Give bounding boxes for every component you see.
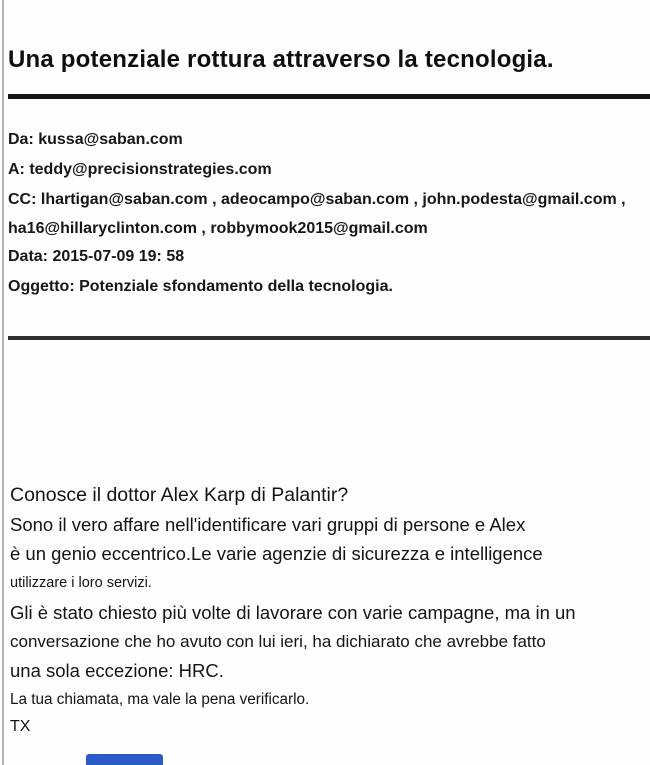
header-line-subject: Oggetto: Potenziale sfondamento della tecnologia. [8,278,393,295]
header-line-date: Data: 2015-07-09 19: 58 [8,248,185,265]
header-line-cc: CC: lhartigan@saban.com , adeocampo@saban.com , john.podesta@gmail.com , [8,191,626,208]
page-left-border [2,0,4,765]
body-line-signature: TX [10,718,31,735]
header-line-from: Da: kussa@saban.com [8,131,183,148]
body-line: Sono il vero affare nell'identificare vari gruppi di persone e Alex [10,514,526,535]
email-body [10,481,646,739]
body-line: conversazione che ho avuto con lui ieri, ha dichiarato che avrebbe fatto [10,632,546,651]
body-line-question: Conosce il dottor Alex Karp di Palantir? [10,484,349,506]
header-line-to: A: teddy@precisionstrategies.com [8,161,272,178]
top-divider [8,94,650,99]
body-line: è un genio eccentrico.Le varie agenzie di sicurezza e intelligence [10,543,543,564]
body-line-small: La tua chiamata, ma vale la pena verificarlo. [10,691,310,708]
email-header [8,125,650,302]
body-line-small: utilizzare i loro servizi. [10,575,152,591]
body-line: Gli è stato chiesto più volte di lavorare con varie campagne, ma in un [10,602,576,623]
body-line-hrc: una sola eccezione: HRC. [10,660,224,681]
header-line-cc-continued: ha16@hillaryclinton.com , robbymook2015@gmail.com [8,220,428,237]
header-body-divider [8,336,650,340]
bottom-blue-bar[interactable] [86,754,163,765]
email-subject-title: Una potenziale rottura attraverso la tecnologia. [8,46,554,74]
